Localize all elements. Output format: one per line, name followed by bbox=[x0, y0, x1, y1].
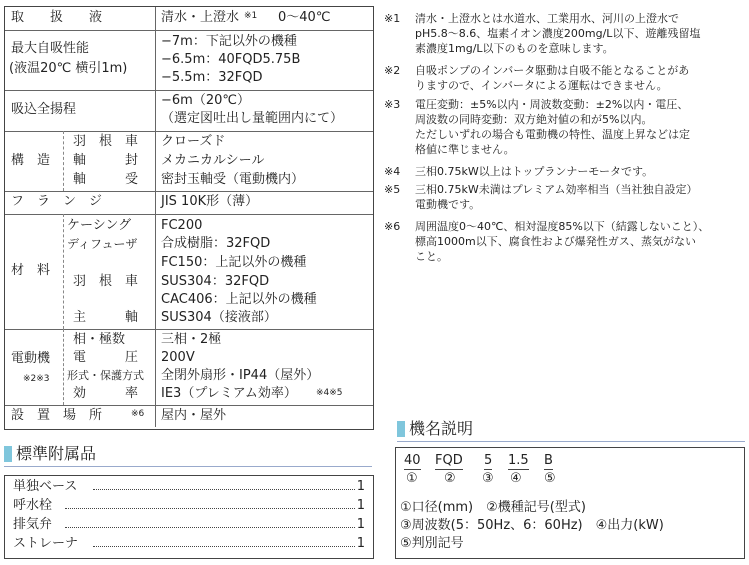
note-line: 三相0.75kW以上はトップランナーモータです。 bbox=[415, 165, 654, 178]
spec-row-flange bbox=[5, 191, 373, 215]
spec-value: クローズド bbox=[161, 134, 226, 149]
spec-row-self-priming bbox=[5, 30, 373, 91]
spec-sublabel: 軸 受 bbox=[73, 172, 139, 187]
spec-label: フ ラ ン ジ bbox=[11, 194, 103, 209]
spec-label: 材 料 bbox=[11, 263, 51, 278]
spec-value: −6m（20℃） bbox=[161, 93, 250, 108]
section-title: 標準附属品 bbox=[16, 444, 97, 463]
section-marker bbox=[397, 421, 405, 437]
spec-value: JIS 10K形（薄） bbox=[161, 194, 259, 209]
spec-value: （選定図吐出し量範囲内にて） bbox=[161, 111, 344, 126]
spec-label: 設 置 場 所 bbox=[11, 408, 103, 423]
accessory-name: ストレーナ bbox=[13, 536, 79, 551]
spec-sublabel: 羽 根 車 bbox=[73, 274, 139, 289]
note-line: 三相0.75kW未満はプレミアム効率相当（当社独自設定） bbox=[415, 183, 698, 196]
note-mark: ※1 bbox=[384, 12, 401, 25]
model-desc: ①口径(mm) ②機種記号(型式) bbox=[400, 500, 586, 515]
spec-label: 電動機 bbox=[11, 351, 51, 366]
model-code: 5 bbox=[484, 453, 493, 468]
section-rule bbox=[397, 441, 745, 442]
note-line: 周波数の同時変動：双方絶対値の和が5%以内。 bbox=[415, 113, 653, 126]
spec-label-sub: (液温20℃ 横引1m) bbox=[9, 61, 128, 76]
accessory-qty: 1 bbox=[356, 498, 365, 513]
spec-row-suction-head bbox=[5, 90, 373, 132]
section-marker bbox=[4, 446, 12, 462]
note-line: 自吸ポンプのインバータ駆動は自吸不能となることがあ bbox=[415, 64, 690, 77]
note-line: 電動機です。 bbox=[415, 198, 481, 211]
spec-sublabel: 軸 封 bbox=[73, 153, 139, 168]
model-box bbox=[395, 447, 745, 559]
model-num: ③ bbox=[482, 471, 494, 486]
note-mark: ※3 bbox=[384, 98, 401, 111]
accessory-qty: 1 bbox=[356, 479, 365, 494]
note-line: 格値に準じません。 bbox=[415, 143, 515, 156]
spec-value: CAC406：上記以外の機種 bbox=[161, 292, 317, 307]
spec-sublabel: ケーシング bbox=[67, 218, 132, 233]
note-line: 素濃度1mg/L以下のものを意味します。 bbox=[415, 42, 614, 55]
section-rule bbox=[4, 466, 372, 467]
spec-sublabel: 電 圧 bbox=[73, 350, 139, 365]
spec-value: 全閉外扇形・IP44（屋外） bbox=[161, 368, 320, 383]
spec-value: 密封玉軸受（電動機内） bbox=[161, 172, 305, 187]
spec-value: SUS304：32FQD bbox=[161, 274, 270, 289]
spec-value: 屋内・屋外 bbox=[161, 408, 227, 423]
accessory-name: 排気弁 bbox=[13, 517, 53, 532]
spec-sublabel: 効 率 bbox=[73, 386, 139, 401]
spec-value: SUS304（接液部） bbox=[161, 310, 277, 325]
footnote-mark: ※6 bbox=[131, 409, 145, 419]
spec-value: 合成樹脂：32FQD bbox=[161, 236, 271, 251]
note-line: ただしいずれの場合も電動機の特性、温度上昇などは定 bbox=[415, 128, 690, 141]
model-num: ⑤ bbox=[544, 471, 556, 486]
spec-row-location bbox=[5, 405, 373, 427]
model-code: 40 bbox=[404, 453, 421, 468]
footnote-mark: ※1 bbox=[244, 11, 258, 21]
accessories-box bbox=[4, 475, 374, 559]
leader-dots bbox=[93, 546, 355, 547]
note-mark: ※6 bbox=[384, 220, 401, 233]
spec-value: −7m：下記以外の機種 bbox=[161, 34, 297, 49]
spec-sublabel: 羽 根 車 bbox=[73, 134, 139, 149]
model-desc: ③周波数(5：50Hz、6：60Hz) ④出力(kW) bbox=[400, 518, 664, 533]
spec-value: IE3（プレミアム効率） bbox=[161, 386, 297, 401]
spec-sublabel: 主 軸 bbox=[73, 310, 139, 325]
spec-label: 最大自吸性能 bbox=[11, 41, 90, 56]
spec-row-structure bbox=[5, 131, 373, 192]
note-line: 標高1000m以下、腐食性および爆発性ガス、蒸気がない bbox=[415, 235, 697, 248]
model-num: ① bbox=[406, 471, 418, 486]
spec-sublabel: ディフューザ bbox=[67, 237, 138, 251]
spec-label: 取 扱 液 bbox=[11, 10, 103, 25]
spec-value: 清水・上澄水 bbox=[161, 10, 240, 25]
spec-value: FC200 bbox=[161, 218, 203, 233]
divider bbox=[63, 131, 64, 191]
spec-value: FC150：上記以外の機種 bbox=[161, 255, 307, 270]
spec-label: 吸込全揚程 bbox=[11, 102, 77, 117]
footnote-mark: ※2※3 bbox=[23, 374, 50, 384]
spec-value: 0〜40℃ bbox=[278, 10, 331, 25]
accessory-qty: 1 bbox=[356, 536, 365, 551]
model-num: ② bbox=[444, 471, 456, 486]
accessory-name: 呼水栓 bbox=[13, 498, 53, 513]
note-mark: ※4 bbox=[384, 165, 401, 178]
model-num: ④ bbox=[510, 471, 522, 486]
leader-dots bbox=[93, 489, 355, 490]
spec-row-motor bbox=[5, 329, 373, 406]
model-code: 1.5 bbox=[508, 453, 529, 468]
leader-dots bbox=[65, 527, 355, 528]
section-title: 機名説明 bbox=[409, 419, 474, 438]
note-line: 周囲温度0〜40℃、相対湿度85%以下（結露しないこと）、 bbox=[415, 220, 710, 233]
accessory-name: 単独ベース bbox=[13, 479, 78, 494]
spec-value: −5.5m：32FQD bbox=[161, 70, 263, 85]
spec-row-material bbox=[5, 214, 373, 330]
accessory-qty: 1 bbox=[356, 517, 365, 532]
leader-dots bbox=[65, 508, 355, 509]
divider bbox=[63, 329, 64, 405]
model-code: B bbox=[544, 453, 553, 468]
note-line: こと。 bbox=[415, 250, 448, 263]
model-desc: ⑤判別記号 bbox=[400, 536, 464, 551]
spec-value: −6.5m：40FQD5.75B bbox=[161, 52, 301, 67]
note-mark: ※2 bbox=[384, 64, 401, 77]
spec-sublabel: 形式・保護方式 bbox=[67, 369, 144, 382]
note-line: pH5.8〜8.6、塩素イオン濃度200mg/L以下、遊離残留塩 bbox=[415, 27, 701, 40]
spec-value: 三相・2極 bbox=[161, 332, 222, 347]
note-line: 清水・上澄水とは水道水、工業用水、河川の上澄水で bbox=[415, 12, 679, 25]
model-code: FQD bbox=[435, 453, 463, 468]
spec-table bbox=[4, 6, 374, 430]
footnote-mark: ※4※5 bbox=[316, 388, 343, 398]
note-line: りますので、インバータによる運転はできません。 bbox=[415, 79, 668, 92]
note-mark: ※5 bbox=[384, 183, 401, 196]
spec-value: メカニカルシール bbox=[161, 153, 265, 168]
divider bbox=[63, 214, 64, 329]
spec-label: 構 造 bbox=[11, 153, 51, 168]
note-line: 電圧変動：±5%以内・周波数変動：±2%以内・電圧、 bbox=[415, 98, 689, 111]
spec-row-liquid bbox=[5, 7, 373, 31]
spec-sublabel: 相・極数 bbox=[73, 332, 126, 347]
spec-value: 200V bbox=[161, 350, 195, 365]
